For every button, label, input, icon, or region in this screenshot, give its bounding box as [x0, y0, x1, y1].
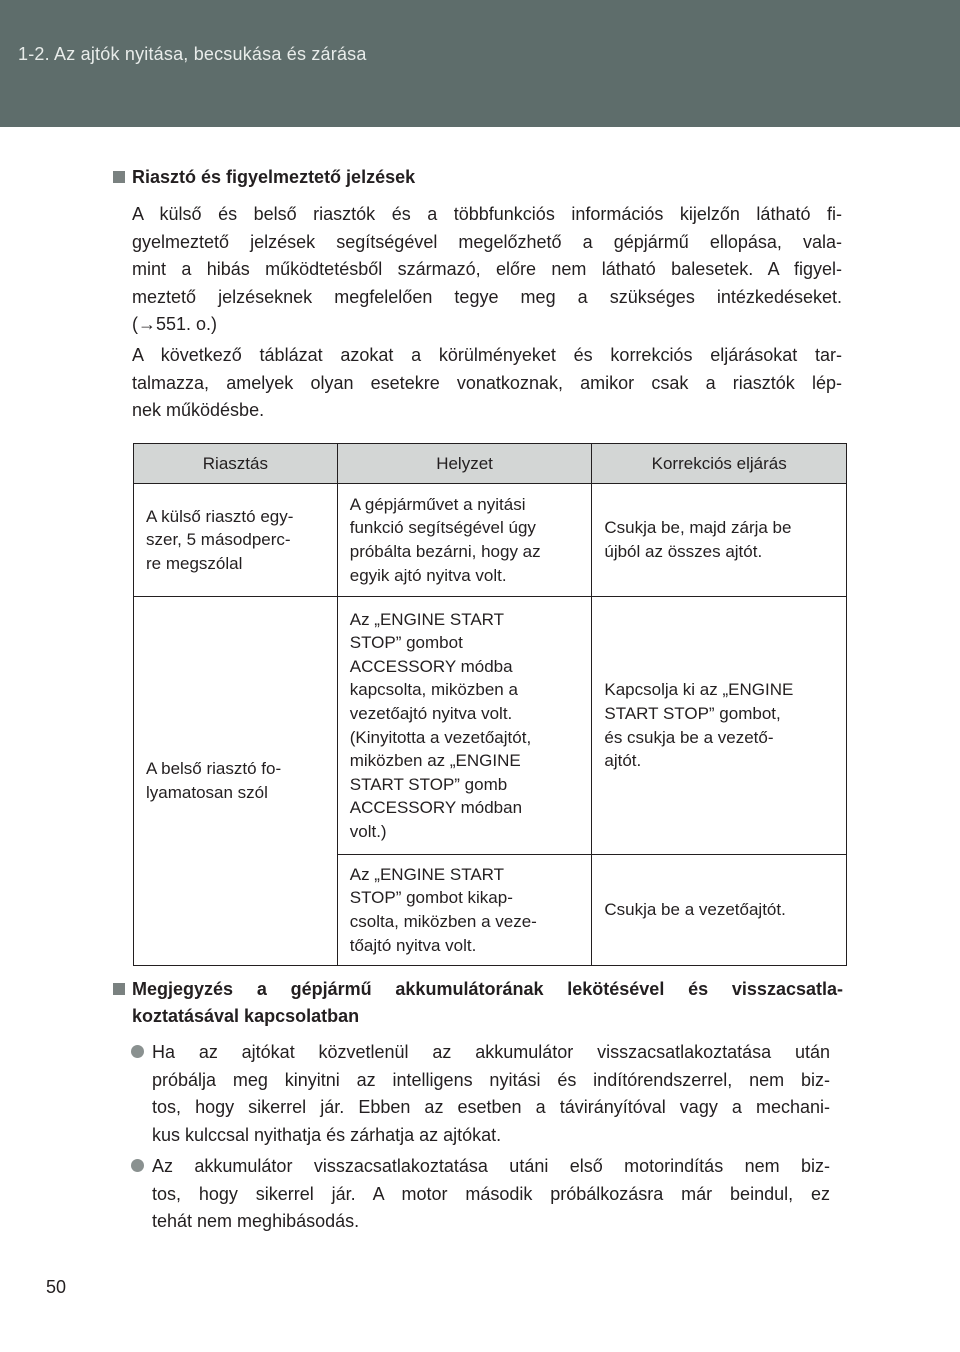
- alarm-table: [133, 443, 847, 966]
- circle-bullet-icon: [131, 1045, 144, 1058]
- cell-line: tőajtó nyitva volt.: [349, 935, 477, 955]
- section-heading-text: Riasztó és figyelmeztető jelzések: [132, 167, 416, 187]
- table-row: [134, 597, 847, 855]
- cell-line: ACCESSORY módba: [349, 656, 513, 676]
- text-line: Az akkumulátor visszacsatlakoztatása utáni első motorindítás nem biz-: [152, 1156, 830, 1176]
- bullet-item: [130, 1039, 830, 1149]
- cell-line: és csukja be a vezető-: [604, 727, 774, 747]
- cell-line: START STOP” gomb: [349, 774, 508, 794]
- text-line: meztető jelzéseknek megfelelően tegye meg a szükséges intézkedéseket.: [132, 286, 842, 307]
- square-bullet-icon: [113, 983, 125, 995]
- section-heading-text: koztatásával kapcsolatban: [132, 1006, 360, 1026]
- text-line: A következő táblázat azokat a körülményeket és korrekciós eljárásokat tar-: [132, 345, 842, 365]
- cell-line: STOP” gombot kikap-: [349, 888, 513, 908]
- cell-line: volt.): [349, 821, 387, 841]
- cell-line: funkció segítségével úgy: [349, 518, 536, 538]
- section-heading-text: Megjegyzés a gépjármű akkumulátorának lekötésével és visszacsatla-: [132, 979, 843, 999]
- circle-bullet-icon: [131, 1159, 144, 1172]
- cell-correction: [592, 855, 847, 966]
- cell-line: Csukja be, majd zárja be: [604, 518, 792, 538]
- text-line: tehát nem meghibásodás.: [152, 1211, 360, 1231]
- cell-line: Az „ENGINE START: [349, 864, 505, 884]
- cell-alarm: [134, 597, 338, 966]
- header-band: [0, 0, 960, 127]
- square-bullet-icon: [113, 171, 125, 183]
- text-line: kus kulccsal nyithatja és zárhatja az ajtókat.: [152, 1124, 502, 1145]
- section-heading-battery: [113, 976, 843, 1030]
- page-reference: (→551. o.): [132, 314, 218, 334]
- cell-line: lyamatosan szól: [146, 783, 268, 802]
- column-header-correction: Korrekciós eljárás: [592, 444, 847, 484]
- table-header-row: [134, 444, 847, 484]
- text-line: mint a hibás működtetésből származó, előre nem látható balesetek. A figyel-: [132, 259, 842, 279]
- cell-situation: [337, 484, 592, 597]
- cell-line: szer, 5 másodperc-: [146, 530, 291, 550]
- cell-line: A külső riasztó egy-: [146, 506, 294, 526]
- bullet-item: [130, 1153, 830, 1236]
- cell-line: egyik ajtó nyitva volt.: [349, 565, 507, 585]
- section-heading-alarms: [113, 164, 415, 191]
- cell-situation: [337, 597, 592, 855]
- text-line: tos, hogy sikerrel jár. A motor második próbálkozásra már beindul, ez: [152, 1183, 830, 1204]
- page-number: 50: [46, 1277, 67, 1297]
- cell-line: újból az összes ajtót.: [604, 542, 763, 561]
- cell-correction: [592, 484, 847, 597]
- cell-line: ACCESSORY módban: [349, 798, 523, 818]
- text-line: nek működésbe.: [132, 400, 265, 420]
- cell-alarm: [134, 484, 338, 597]
- table-row: [134, 484, 847, 597]
- text-line: talmazza, amelyek olyan esetekre vonatkoznak, amikor csak a riasztók lép-: [132, 372, 842, 393]
- cell-line: A belső riasztó fo-: [146, 759, 282, 779]
- column-header-alarm: Riasztás: [134, 444, 338, 484]
- text-line: tos, hogy sikerrel jár. Ebben az esetben a távirányítóval vagy a mechani-: [152, 1097, 830, 1117]
- cell-line: START STOP” gombot,: [604, 703, 781, 723]
- chapter-title: 1-2. Az ajtók nyitása, becsukása és zárása: [18, 44, 367, 64]
- cell-line: Kapcsolja ki az „ENGINE: [604, 680, 794, 700]
- cell-line: ajtót.: [604, 751, 642, 771]
- text-line: Ha az ajtókat közvetlenül az akkumulátor visszacsatlakoztatása után: [152, 1042, 830, 1062]
- cell-line: kapcsolta, miközben a: [349, 680, 518, 700]
- paragraph-table-intro: [132, 342, 842, 425]
- cell-line: Az „ENGINE START: [349, 609, 505, 629]
- text-line: A külső és belső riasztók és a többfunkciós információs kijelzőn látható fi-: [132, 204, 842, 224]
- column-header-situation: Helyzet: [337, 444, 592, 484]
- cell-line: csolta, miközben a veze-: [349, 912, 537, 931]
- paragraph-alarms-intro: [132, 201, 842, 339]
- cell-line: Csukja be a vezetőajtót.: [604, 900, 786, 920]
- cell-line: STOP” gombot: [349, 633, 463, 653]
- cell-correction: [592, 597, 847, 855]
- cell-line: (Kinyitotta a vezetőajtót,: [349, 727, 532, 747]
- cell-line: A gépjárművet a nyitási: [349, 494, 526, 514]
- text-line: gyelmeztető jelzések segítségével megelőzhető a gépjármű ellopása, vala-: [132, 231, 842, 252]
- text-line: próbálja meg kinyitni az intelligens nyitási és indítórendszerrel, nem biz-: [152, 1069, 830, 1090]
- cell-line: re megszólal: [146, 553, 243, 573]
- cell-line: miközben az „ENGINE: [349, 751, 521, 771]
- cell-line: vezetőajtó nyitva volt.: [349, 703, 513, 723]
- cell-line: próbálta bezárni, hogy az: [349, 542, 541, 561]
- cell-situation: [337, 855, 592, 966]
